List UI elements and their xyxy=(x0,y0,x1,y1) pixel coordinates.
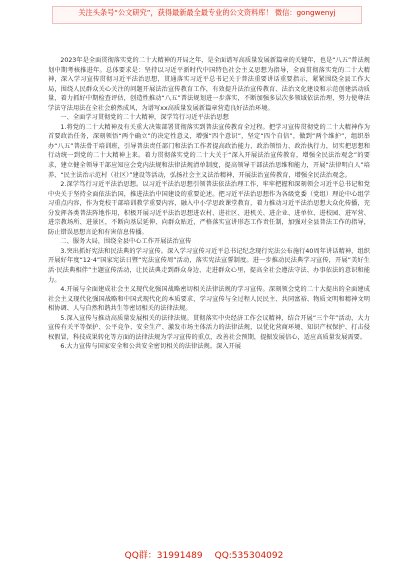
document-body xyxy=(48,56,370,352)
section-heading: 二、服务大局，围绕全县中心工作开展法治宣传 xyxy=(60,238,192,246)
paragraph: 2023年是全面贯彻落实党的二十大精神的开局之年，是全面谱写高质量发展新篇章的关键年，也是“八五”普法规划中期考核推进年。总体要求是：坚持以习近平新时代中国特色社会主义思想为指导，全面贯彻落实党的二十大精神，深入学习宣传贯彻习近平法治思想，贯通落实习近平总书记关于普法重要讲话重要指示，紧紧围绕全县工作大局，围绕人民群众关心关注的问题开展法治宣传教育工作，有效提升法治宣传教育、法治文化建设和示范创建活动质量，着力抓好中期检查评估，创造性推动“八五”普法规划进一步落实，不断加强多层次多领域依法治理，努力使尊法学法守法用法在全社会蔚然成风，为谱写xx高质量发展新篇章营造良好法治环境。 xyxy=(48,57,370,112)
paragraph: 1.将党的二十大精神及有关重大决策部署贯彻落实到普法宣传教育全过程。把学习宣传贯彻党的二十大精神作为首要政治任务，深刻领悟“两个确立”的决定性意义，增强“四个意识”，坚定“四个自信”，做到“两个维护”，组织举办“八五”普法骨干培训班，引导普法责任部门和法治工作者提高政治能力、政治领悟力、政治执行力，切实把思想和行动统一到党的二十大精神上来。着力贯彻落实党的二十大关于“深入开展法治宣传教育，增强全民法治观念”的要求，建立健全领导干部应知应会党内法规和法律法规清单制度，提高领导干部法治思维和能力，开展“法律明白人”培养、“民主法治示范村（社区）”建设等活动，弘扬社会主义法治精神，开展法治宣传教育，增强全民法治观念。 xyxy=(48,123,370,179)
contact-footer xyxy=(0,548,408,568)
qq-group: QQ群：31991489 xyxy=(124,551,203,561)
paragraph: 6.大力宣传与国家安全和公共安全密切相关的法律法规。深入开展 xyxy=(60,343,242,351)
qq-number: QQ:535304092 xyxy=(214,551,284,561)
paragraph: 3.突出抓好宪法和民法典的学习宣传。深入学习宣传习近平总书记纪念现行宪法公布施行40周年讲话精神，组织开展好年度“12·4”国家宪法日暨“宪法宣传周”活动，落实宪法宣誓制度。进一步推动民法典学习宣传，开展“美好生活·民法典相伴”主题宣传活动，让民法典走到群众身边、走进群众心里，提高全社会遵法守法、办事依法的意识和能力。 xyxy=(48,247,370,284)
section-heading: 一、全面学习贯彻党的二十大精神，深学笃行习近平法治思想 xyxy=(60,114,229,122)
promo-banner: 关注头条号“公文研究”，获得最新最全最专业的公文资料库！ 微信：gongwenyj xyxy=(52,6,362,24)
paragraph: 5.深入宣传与推动高质量发展相关的法律法规。贯彻落实中央经济工作会议精神，结合开展“三个年”活动，大力宣传有关平等保护、公平竞争、安全生产、激发市场主体活力的法律法规，以优化营商环境、知识产权保护、打击侵权假冒，科技成果转化等方面的法律法规为学习宣传的重点，改善社会预期，提振发展信心，适应高质量发展需要。 xyxy=(48,314,370,341)
paragraph: 2.深学笃行习近平法治思想。以习近平法治思想引领普法依法治理工作，牢牢把握和深刻领会习近平总书记和党中央关于坚持全面依法治国，推进法治中国建设的重要论述。把习近平法治思想作为各级党委（党组）理论中心组学习重点内容，作为党校干部培训教学重要内容，融入中小学思政课堂教育，着力推动习近平法治思想大众化传播，充分发挥各类普法阵地作用，积极开展习近平法治思想进农村、进社区、进机关、进企业、进单位、进校园、进军营、进宗教场所、进景区，不断向基层延伸、向群众贴近，严格落实宣讲形态工作责任制，加强对全县普法工作的指导，防止错误思想言论和有害信息传播。 xyxy=(48,181,370,236)
paragraph: 4.开展与全面建成社会主义现代化强国战略密切相关法律法规的学习宣传。深刻领会党的二十大提出的全面建成社会主义现代化强国战略和中国式现代化的本质要求，学习宣传与全过程人民民主、共同富裕、物质文明和精神文明相协调、人与自然和谐共生等密切相关的法律法规。 xyxy=(48,286,370,313)
